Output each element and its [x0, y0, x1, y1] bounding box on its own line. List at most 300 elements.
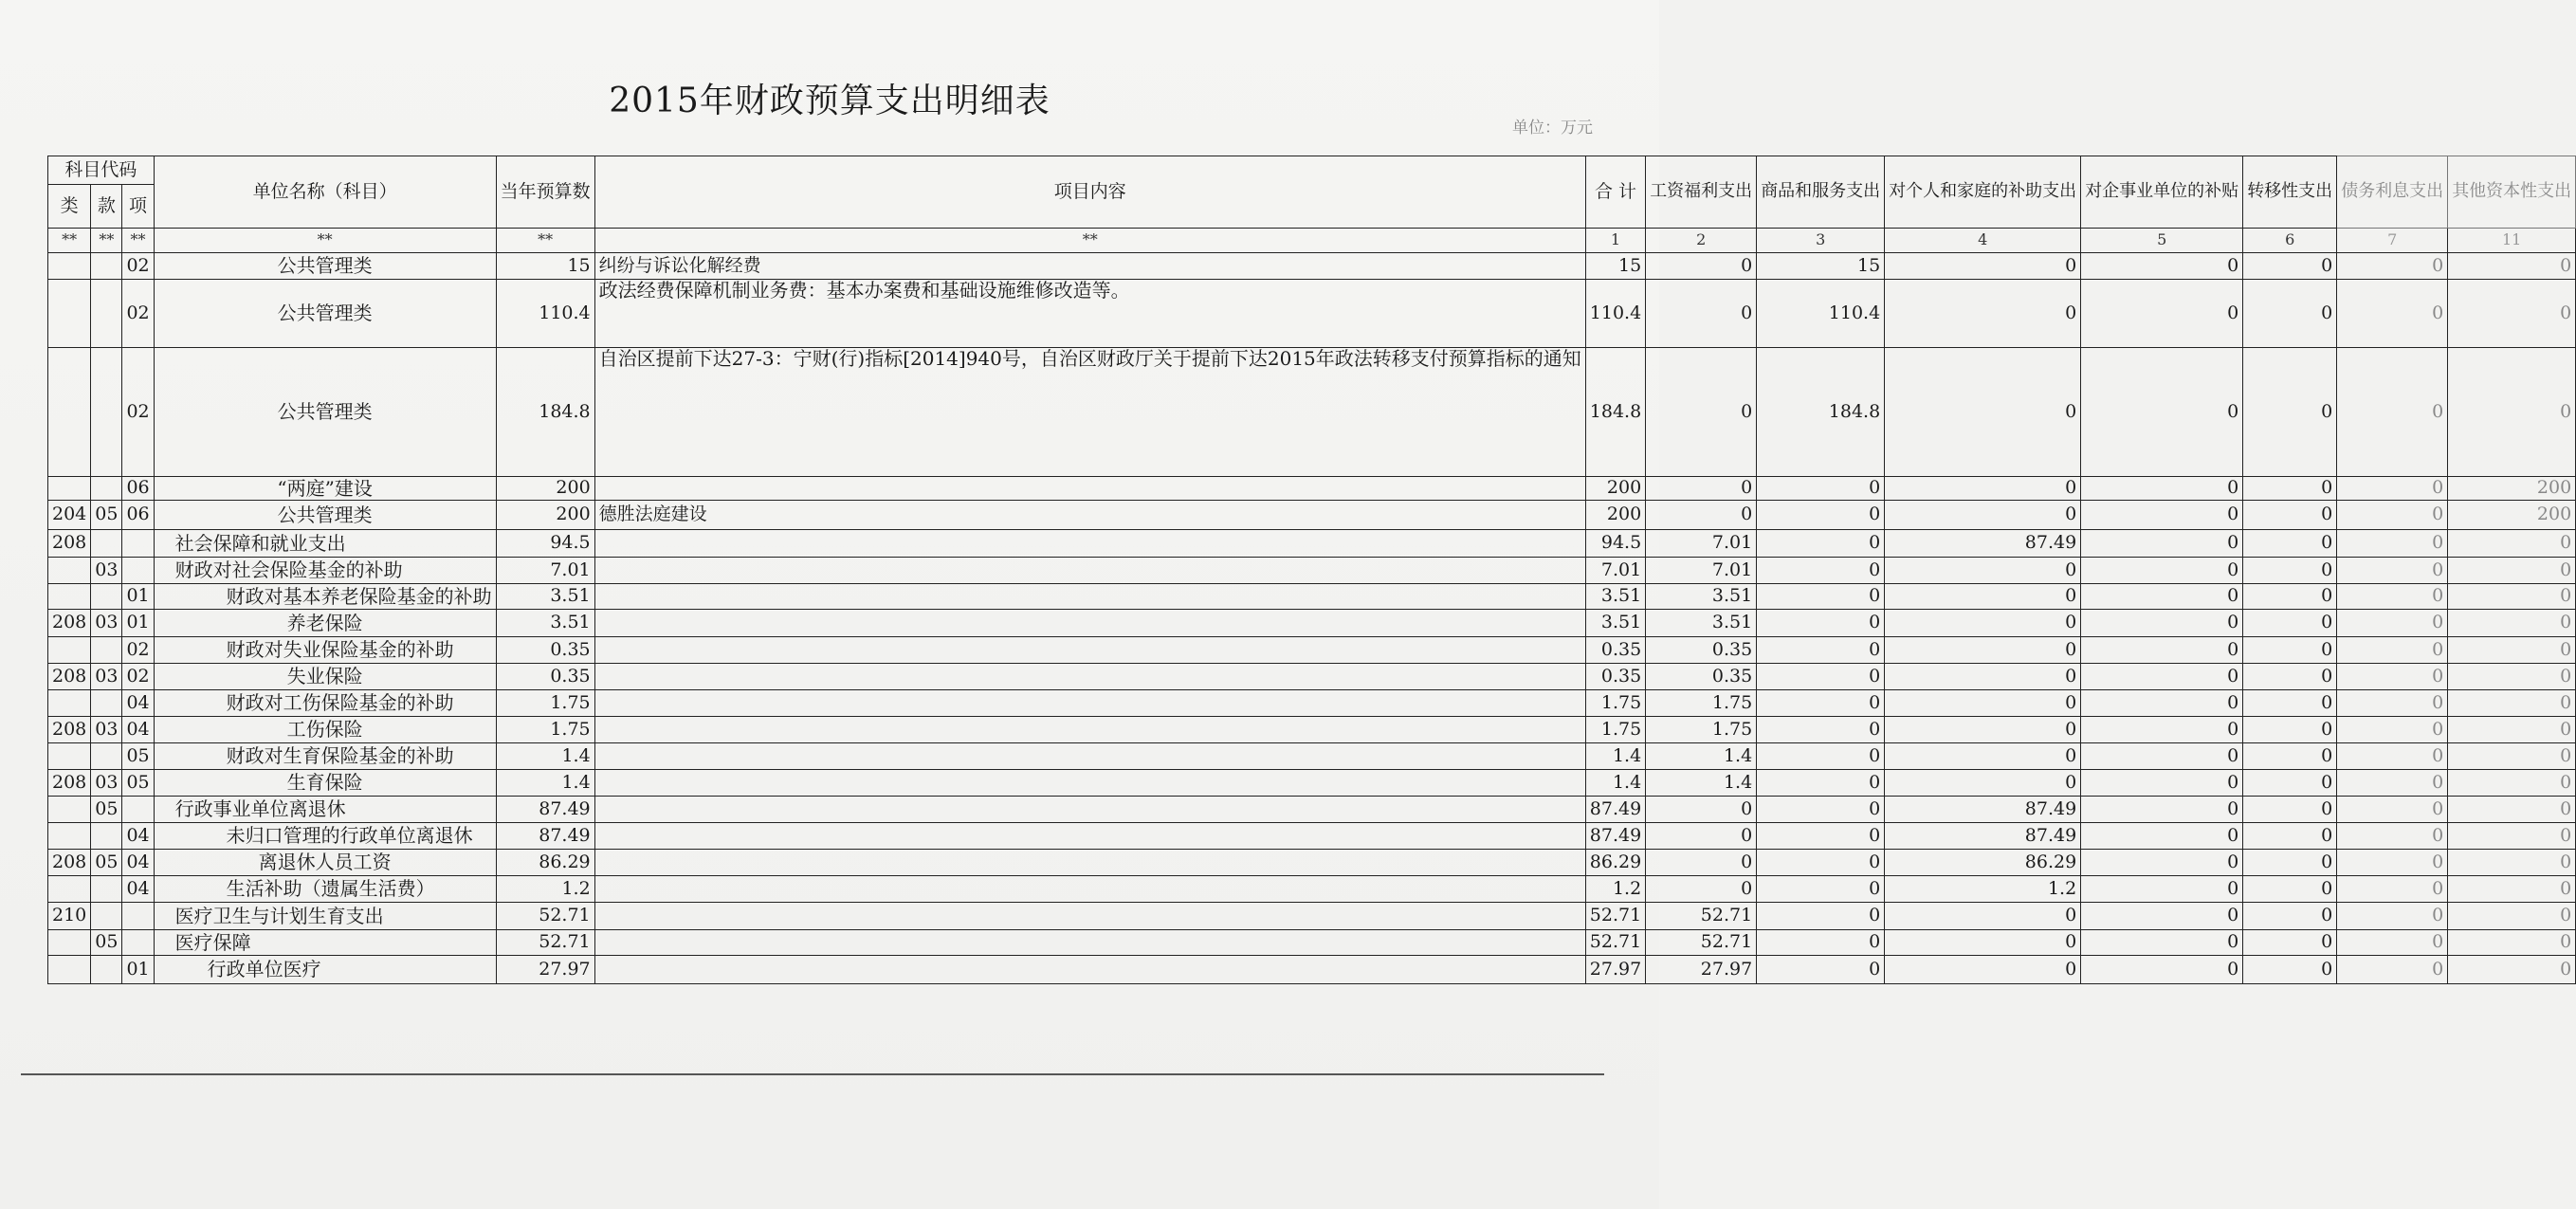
debt-value: 0 [2337, 797, 2448, 823]
code-lei [48, 477, 91, 501]
code-lei [48, 637, 91, 664]
transfer-value: 0 [2243, 770, 2337, 797]
table-row [48, 348, 2576, 477]
total-value: 94.5 [1585, 530, 1645, 558]
transfer-value: 0 [2243, 930, 2337, 956]
goods-value: 0 [1757, 584, 1885, 610]
personal-value: 0 [1885, 717, 2081, 743]
goods-value: 0 [1757, 717, 1885, 743]
project-content [594, 477, 1585, 501]
other-value: 0 [2448, 530, 2576, 558]
code-lei: 208 [48, 717, 91, 743]
other-value: 0 [2448, 610, 2576, 637]
budget-value: 87.49 [496, 823, 594, 850]
code-lei: 208 [48, 770, 91, 797]
total-value: 1.75 [1585, 717, 1645, 743]
code-kuan [91, 584, 122, 610]
project-content [594, 876, 1585, 903]
header-budget: 当年预算数 [496, 156, 594, 229]
budget-table [47, 156, 2576, 984]
salary-value: 1.4 [1646, 770, 1757, 797]
transfer-value: 0 [2243, 253, 2337, 280]
transfer-value: 0 [2243, 530, 2337, 558]
unit-name: 生活补助（遗属生活费） [154, 876, 496, 903]
code-xiang: 06 [122, 477, 154, 501]
enterprise-value: 0 [2081, 280, 2243, 348]
index-cell: ** [594, 229, 1585, 253]
goods-value: 0 [1757, 876, 1885, 903]
index-cell: 6 [2243, 229, 2337, 253]
personal-value: 0 [1885, 770, 2081, 797]
code-xiang: 05 [122, 770, 154, 797]
code-lei [48, 558, 91, 584]
table-row [48, 903, 2576, 930]
unit-label: 单位：万元 [1512, 119, 1593, 137]
goods-value: 0 [1757, 770, 1885, 797]
budget-value: 1.4 [496, 770, 594, 797]
header-other: 其他资本性支出 [2448, 156, 2576, 229]
unit-name: 公共管理类 [154, 501, 496, 530]
enterprise-value: 0 [2081, 664, 2243, 690]
total-value: 184.8 [1585, 348, 1645, 477]
header-kuan: 款 [91, 185, 122, 229]
other-value: 0 [2448, 348, 2576, 477]
project-content [594, 823, 1585, 850]
project-content [594, 637, 1585, 664]
goods-value: 0 [1757, 664, 1885, 690]
code-kuan: 05 [91, 850, 122, 876]
enterprise-value: 0 [2081, 558, 2243, 584]
index-cell: 2 [1646, 229, 1757, 253]
table-row [48, 770, 2576, 797]
table-row [48, 280, 2576, 348]
personal-value: 0 [1885, 637, 2081, 664]
table-row [48, 584, 2576, 610]
budget-value: 1.2 [496, 876, 594, 903]
code-xiang: 04 [122, 690, 154, 717]
unit-name: 财政对生育保险基金的补助 [154, 743, 496, 770]
unit-name: “两庭”建设 [154, 477, 496, 501]
salary-value: 0 [1646, 797, 1757, 823]
enterprise-value: 0 [2081, 717, 2243, 743]
code-xiang: 01 [122, 584, 154, 610]
other-value: 0 [2448, 930, 2576, 956]
salary-value: 0 [1646, 348, 1757, 477]
project-content [594, 610, 1585, 637]
project-content [594, 903, 1585, 930]
transfer-value: 0 [2243, 743, 2337, 770]
project-content: 政法经费保障机制业务费：基本办案费和基础设施维修改造等。 [594, 280, 1585, 348]
transfer-value: 0 [2243, 876, 2337, 903]
code-kuan [91, 280, 122, 348]
total-value: 27.97 [1585, 956, 1645, 984]
transfer-value: 0 [2243, 956, 2337, 984]
enterprise-value: 0 [2081, 690, 2243, 717]
total-value: 15 [1585, 253, 1645, 280]
other-value: 200 [2448, 477, 2576, 501]
transfer-value: 0 [2243, 797, 2337, 823]
table-row [48, 743, 2576, 770]
total-value: 87.49 [1585, 797, 1645, 823]
enterprise-value: 0 [2081, 348, 2243, 477]
code-kuan: 03 [91, 558, 122, 584]
goods-value: 184.8 [1757, 348, 1885, 477]
transfer-value: 0 [2243, 477, 2337, 501]
personal-value: 0 [1885, 558, 2081, 584]
table-row [48, 558, 2576, 584]
unit-name: 行政单位医疗 [154, 956, 496, 984]
header-debt: 债务利息支出 [2337, 156, 2448, 229]
index-cell: 11 [2448, 229, 2576, 253]
debt-value: 0 [2337, 584, 2448, 610]
debt-value: 0 [2337, 280, 2448, 348]
salary-value: 0.35 [1646, 664, 1757, 690]
header-salary: 工资福利支出 [1646, 156, 1757, 229]
unit-name: 医疗卫生与计划生育支出 [154, 903, 496, 930]
code-kuan [91, 348, 122, 477]
code-lei [48, 280, 91, 348]
code-lei: 204 [48, 501, 91, 530]
budget-value: 110.4 [496, 280, 594, 348]
code-lei: 210 [48, 903, 91, 930]
code-lei [48, 930, 91, 956]
salary-value: 0 [1646, 850, 1757, 876]
salary-value: 3.51 [1646, 584, 1757, 610]
enterprise-value: 0 [2081, 930, 2243, 956]
code-xiang: 01 [122, 610, 154, 637]
total-value: 52.71 [1585, 930, 1645, 956]
debt-value: 0 [2337, 558, 2448, 584]
salary-value: 3.51 [1646, 610, 1757, 637]
index-cell: 7 [2337, 229, 2448, 253]
code-lei: 208 [48, 610, 91, 637]
code-kuan: 05 [91, 797, 122, 823]
enterprise-value: 0 [2081, 584, 2243, 610]
debt-value: 0 [2337, 530, 2448, 558]
header-lei: 类 [48, 185, 91, 229]
project-content [594, 956, 1585, 984]
project-content [594, 690, 1585, 717]
unit-name: 公共管理类 [154, 253, 496, 280]
code-xiang: 06 [122, 501, 154, 530]
code-xiang: 02 [122, 348, 154, 477]
budget-value: 52.71 [496, 903, 594, 930]
other-value: 0 [2448, 797, 2576, 823]
header-project: 项目内容 [594, 156, 1585, 229]
header-transfer: 转移性支出 [2243, 156, 2337, 229]
personal-value: 0 [1885, 501, 2081, 530]
header-code-group: 科目代码 [48, 156, 155, 185]
salary-value: 0 [1646, 823, 1757, 850]
index-cell: ** [91, 229, 122, 253]
project-content: 自治区提前下达27-3：宁财(行)指标[2014]940号，自治区财政厅关于提前下达2015年政法转移支付预算指标的通知 [594, 348, 1585, 477]
personal-value: 87.49 [1885, 530, 2081, 558]
code-kuan [91, 876, 122, 903]
personal-value: 0 [1885, 664, 2081, 690]
index-cell: ** [122, 229, 154, 253]
header-personal: 对个人和家庭的补助支出 [1885, 156, 2081, 229]
header-total: 合 计 [1585, 156, 1645, 229]
header-enterprise: 对企事业单位的补贴 [2081, 156, 2243, 229]
project-content [594, 584, 1585, 610]
transfer-value: 0 [2243, 637, 2337, 664]
code-kuan: 03 [91, 610, 122, 637]
budget-value: 27.97 [496, 956, 594, 984]
header-goods: 商品和服务支出 [1757, 156, 1885, 229]
code-kuan [91, 956, 122, 984]
goods-value: 0 [1757, 956, 1885, 984]
code-xiang: 04 [122, 850, 154, 876]
enterprise-value: 0 [2081, 850, 2243, 876]
goods-value: 0 [1757, 530, 1885, 558]
transfer-value: 0 [2243, 690, 2337, 717]
project-content [594, 770, 1585, 797]
project-content: 纠纷与诉讼化解经费 [594, 253, 1585, 280]
debt-value: 0 [2337, 876, 2448, 903]
personal-value: 0 [1885, 477, 2081, 501]
code-lei [48, 348, 91, 477]
goods-value: 0 [1757, 477, 1885, 501]
other-value: 0 [2448, 823, 2576, 850]
project-content [594, 930, 1585, 956]
transfer-value: 0 [2243, 664, 2337, 690]
goods-value: 0 [1757, 797, 1885, 823]
enterprise-value: 0 [2081, 956, 2243, 984]
other-value: 0 [2448, 903, 2576, 930]
other-value: 0 [2448, 584, 2576, 610]
table-row [48, 253, 2576, 280]
goods-value: 0 [1757, 823, 1885, 850]
index-cell: 3 [1757, 229, 1885, 253]
goods-value: 0 [1757, 558, 1885, 584]
salary-value: 0 [1646, 477, 1757, 501]
enterprise-value: 0 [2081, 501, 2243, 530]
project-content [594, 717, 1585, 743]
code-xiang: 04 [122, 823, 154, 850]
salary-value: 27.97 [1646, 956, 1757, 984]
code-kuan [91, 903, 122, 930]
debt-value: 0 [2337, 501, 2448, 530]
total-value: 87.49 [1585, 823, 1645, 850]
transfer-value: 0 [2243, 348, 2337, 477]
total-value: 1.4 [1585, 770, 1645, 797]
budget-value: 200 [496, 477, 594, 501]
code-xiang: 04 [122, 876, 154, 903]
debt-value: 0 [2337, 770, 2448, 797]
personal-value: 0 [1885, 280, 2081, 348]
budget-value: 86.29 [496, 850, 594, 876]
table-row [48, 823, 2576, 850]
goods-value: 0 [1757, 690, 1885, 717]
enterprise-value: 0 [2081, 876, 2243, 903]
salary-value: 52.71 [1646, 930, 1757, 956]
debt-value: 0 [2337, 348, 2448, 477]
debt-value: 0 [2337, 930, 2448, 956]
debt-value: 0 [2337, 637, 2448, 664]
salary-value: 7.01 [1646, 558, 1757, 584]
index-row [48, 229, 2576, 253]
personal-value: 0 [1885, 584, 2081, 610]
table-row [48, 637, 2576, 664]
debt-value: 0 [2337, 903, 2448, 930]
unit-name: 失业保险 [154, 664, 496, 690]
debt-value: 0 [2337, 823, 2448, 850]
unit-name: 医疗保障 [154, 930, 496, 956]
index-cell: 4 [1885, 229, 2081, 253]
other-value: 0 [2448, 558, 2576, 584]
personal-value: 86.29 [1885, 850, 2081, 876]
personal-value: 0 [1885, 743, 2081, 770]
budget-value: 1.4 [496, 743, 594, 770]
code-kuan: 03 [91, 770, 122, 797]
project-content: 德胜法庭建设 [594, 501, 1585, 530]
code-lei: 208 [48, 530, 91, 558]
other-value: 200 [2448, 501, 2576, 530]
personal-value: 1.2 [1885, 876, 2081, 903]
goods-value: 0 [1757, 501, 1885, 530]
table-body [48, 229, 2576, 984]
debt-value: 0 [2337, 956, 2448, 984]
debt-value: 0 [2337, 743, 2448, 770]
salary-value: 0 [1646, 280, 1757, 348]
debt-value: 0 [2337, 253, 2448, 280]
project-content [594, 558, 1585, 584]
table-row [48, 930, 2576, 956]
personal-value: 87.49 [1885, 823, 2081, 850]
salary-value: 7.01 [1646, 530, 1757, 558]
total-value: 200 [1585, 477, 1645, 501]
total-value: 1.2 [1585, 876, 1645, 903]
budget-value: 1.75 [496, 717, 594, 743]
personal-value: 0 [1885, 253, 2081, 280]
budget-value: 52.71 [496, 930, 594, 956]
code-kuan [91, 637, 122, 664]
budget-value: 0.35 [496, 664, 594, 690]
code-lei [48, 690, 91, 717]
code-xiang [122, 530, 154, 558]
debt-value: 0 [2337, 690, 2448, 717]
goods-value: 0 [1757, 610, 1885, 637]
enterprise-value: 0 [2081, 823, 2243, 850]
total-value: 0.35 [1585, 637, 1645, 664]
other-value: 0 [2448, 717, 2576, 743]
enterprise-value: 0 [2081, 253, 2243, 280]
total-value: 3.51 [1585, 584, 1645, 610]
code-lei [48, 253, 91, 280]
project-content [594, 664, 1585, 690]
code-kuan: 05 [91, 501, 122, 530]
code-kuan: 03 [91, 664, 122, 690]
code-lei [48, 876, 91, 903]
total-value: 3.51 [1585, 610, 1645, 637]
budget-value: 184.8 [496, 348, 594, 477]
code-xiang [122, 930, 154, 956]
code-xiang: 04 [122, 717, 154, 743]
goods-value: 15 [1757, 253, 1885, 280]
enterprise-value: 0 [2081, 530, 2243, 558]
goods-value: 0 [1757, 637, 1885, 664]
total-value: 0.35 [1585, 664, 1645, 690]
code-kuan [91, 477, 122, 501]
budget-value: 7.01 [496, 558, 594, 584]
other-value: 0 [2448, 876, 2576, 903]
other-value: 0 [2448, 253, 2576, 280]
total-value: 52.71 [1585, 903, 1645, 930]
code-lei [48, 797, 91, 823]
budget-value: 15 [496, 253, 594, 280]
personal-value: 87.49 [1885, 797, 2081, 823]
total-value: 200 [1585, 501, 1645, 530]
goods-value: 0 [1757, 850, 1885, 876]
salary-value: 0 [1646, 253, 1757, 280]
code-xiang: 05 [122, 743, 154, 770]
total-value: 86.29 [1585, 850, 1645, 876]
index-cell: 5 [2081, 229, 2243, 253]
unit-name: 财政对失业保险基金的补助 [154, 637, 496, 664]
other-value: 0 [2448, 664, 2576, 690]
budget-value: 3.51 [496, 610, 594, 637]
enterprise-value: 0 [2081, 903, 2243, 930]
goods-value: 0 [1757, 903, 1885, 930]
unit-name: 财政对社会保险基金的补助 [154, 558, 496, 584]
code-xiang: 01 [122, 956, 154, 984]
salary-value: 52.71 [1646, 903, 1757, 930]
personal-value: 0 [1885, 348, 2081, 477]
unit-name: 公共管理类 [154, 348, 496, 477]
code-kuan [91, 530, 122, 558]
unit-name: 公共管理类 [154, 280, 496, 348]
enterprise-value: 0 [2081, 637, 2243, 664]
transfer-value: 0 [2243, 610, 2337, 637]
table-row [48, 876, 2576, 903]
code-kuan [91, 690, 122, 717]
code-kuan: 05 [91, 930, 122, 956]
code-kuan [91, 253, 122, 280]
transfer-value: 0 [2243, 501, 2337, 530]
salary-value: 0 [1646, 501, 1757, 530]
code-xiang: 02 [122, 280, 154, 348]
goods-value: 0 [1757, 743, 1885, 770]
budget-value: 94.5 [496, 530, 594, 558]
unit-name: 财政对工伤保险基金的补助 [154, 690, 496, 717]
code-xiang: 02 [122, 637, 154, 664]
unit-name: 工伤保险 [154, 717, 496, 743]
debt-value: 0 [2337, 477, 2448, 501]
transfer-value: 0 [2243, 823, 2337, 850]
project-content [594, 530, 1585, 558]
unit-name: 离退休人员工资 [154, 850, 496, 876]
salary-value: 0 [1646, 876, 1757, 903]
total-value: 7.01 [1585, 558, 1645, 584]
header-unit-name: 单位名称（科目） [154, 156, 496, 229]
code-xiang: 02 [122, 253, 154, 280]
debt-value: 0 [2337, 850, 2448, 876]
page-title: 2015年财政预算支出明细表 [609, 82, 1050, 120]
code-kuan [91, 823, 122, 850]
budget-value: 3.51 [496, 584, 594, 610]
code-lei: 208 [48, 664, 91, 690]
personal-value: 0 [1885, 930, 2081, 956]
other-value: 0 [2448, 956, 2576, 984]
transfer-value: 0 [2243, 717, 2337, 743]
enterprise-value: 0 [2081, 610, 2243, 637]
table-row [48, 956, 2576, 984]
transfer-value: 0 [2243, 558, 2337, 584]
table-row [48, 501, 2576, 530]
enterprise-value: 0 [2081, 477, 2243, 501]
other-value: 0 [2448, 850, 2576, 876]
other-value: 0 [2448, 637, 2576, 664]
